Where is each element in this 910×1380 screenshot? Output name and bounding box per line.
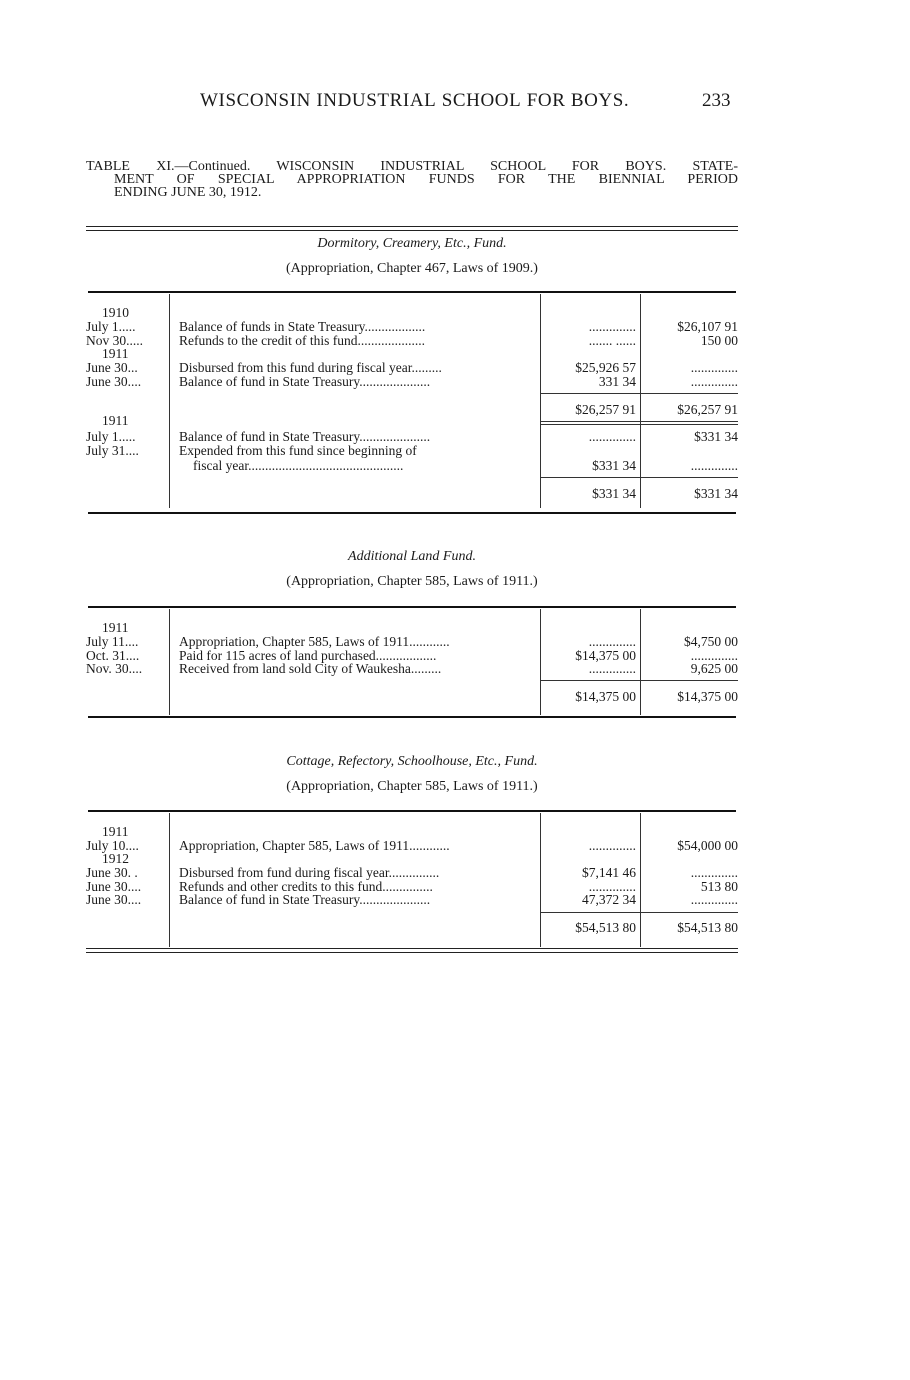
year-label: 1910 <box>102 305 129 320</box>
sum-rule <box>540 477 738 478</box>
double-rule <box>86 226 738 231</box>
table-row <box>86 347 738 361</box>
credit-cell: .............. <box>690 360 738 375</box>
total-row <box>86 921 738 935</box>
table-row <box>86 459 738 473</box>
date-cell: June 30... <box>86 361 138 375</box>
description-cell: Refunds to the credit of this fund.................... <box>179 334 425 348</box>
section-title: Cottage, Refectory, Schoolhouse, Etc., Fund. <box>286 754 538 769</box>
table-top-rule <box>88 810 736 812</box>
debit-total: $54,513 80 <box>575 920 636 935</box>
section-subtitle: (Appropriation, Chapter 467, Laws of 1909.) <box>286 261 538 276</box>
table-row <box>86 852 738 866</box>
credit-cell: 150 00 <box>700 333 738 348</box>
table-row <box>86 649 738 663</box>
debit-cell: .............. <box>588 879 636 894</box>
sum-rule <box>540 912 738 913</box>
table-row <box>86 825 738 839</box>
credit-total: $14,375 00 <box>677 689 738 704</box>
table-bottom-rule <box>88 716 736 718</box>
section-title: Additional Land Fund. <box>348 549 476 564</box>
debit-cell: .............. <box>588 429 636 444</box>
debit-cell: 47,372 34 <box>582 892 636 907</box>
debit-cell: .............. <box>588 634 636 649</box>
credit-cell: .............. <box>690 865 738 880</box>
date-cell: June 30.... <box>86 375 142 389</box>
credit-cell: $26,107 91 <box>677 319 738 334</box>
credit-cell: 513 80 <box>700 879 738 894</box>
table-row <box>86 893 738 907</box>
credit-cell: .............. <box>690 458 738 473</box>
description-cell: Appropriation, Chapter 585, Laws of 1911............ <box>179 635 450 649</box>
table-row <box>86 430 738 444</box>
caption-line: TABLE XI.—Continued. WISCONSIN INDUSTRIAL SCHOOL FOR BOYS. STATE- <box>86 159 738 174</box>
description-cell: Balance of funds in State Treasury.................. <box>179 320 426 334</box>
year-label: 1911 <box>102 346 129 361</box>
date-cell: June 30.... <box>86 893 142 907</box>
running-head: WISCONSIN INDUSTRIAL SCHOOL FOR BOYS. <box>200 90 630 111</box>
date-cell: July 10.... <box>86 839 139 853</box>
date-cell: June 30.... <box>86 880 142 894</box>
description-cell: Balance of fund in State Treasury..................... <box>179 430 431 444</box>
credit-cell: $54,000 00 <box>677 838 738 853</box>
description-cell: Paid for 115 acres of land purchased.................. <box>179 649 437 663</box>
debit-cell: ....... ...... <box>588 333 636 348</box>
table-row <box>86 334 738 348</box>
table-top-rule <box>88 606 736 608</box>
table-row <box>86 306 738 320</box>
date-cell: July 11.... <box>86 635 139 649</box>
sum-rule <box>540 680 738 681</box>
table-row <box>86 635 738 649</box>
table-row <box>86 662 738 676</box>
section-subtitle: (Appropriation, Chapter 585, Laws of 1911.) <box>286 574 538 589</box>
section-title: Dormitory, Creamery, Etc., Fund. <box>317 236 507 251</box>
double-rule <box>86 948 738 953</box>
table-row <box>86 320 738 334</box>
debit-cell: $331 34 <box>592 458 636 473</box>
debit-cell: $25,926 57 <box>575 360 636 375</box>
double-sum-rule <box>540 421 738 425</box>
description-cell: Refunds and other credits to this fund............... <box>179 880 433 894</box>
table-bottom-rule <box>88 512 736 514</box>
date-cell: July 31.... <box>86 444 139 458</box>
credit-total: $26,257 91 <box>677 402 738 417</box>
credit-cell: 9,625 00 <box>690 661 738 676</box>
credit-cell: .............. <box>690 648 738 663</box>
description-cell: Balance of fund in State Treasury..................... <box>179 375 431 389</box>
debit-total: $14,375 00 <box>575 689 636 704</box>
table-row <box>86 375 738 389</box>
date-cell: July 1..... <box>86 320 136 334</box>
description-cell: Received from land sold City of Waukesha......... <box>179 662 442 676</box>
description-cell: Balance of fund in State Treasury..................... <box>179 893 431 907</box>
credit-cell: .............. <box>690 892 738 907</box>
caption-line: ENDING JUNE 30, 1912. <box>114 185 262 200</box>
section-subtitle: (Appropriation, Chapter 585, Laws of 1911.) <box>286 779 538 794</box>
date-cell: June 30. . <box>86 866 138 880</box>
year-label: 1911 <box>102 413 129 428</box>
credit-cell: .............. <box>690 374 738 389</box>
table-row <box>86 444 738 458</box>
date-cell: July 1..... <box>86 430 136 444</box>
year-label: 1912 <box>102 851 129 866</box>
debit-cell: .............. <box>588 661 636 676</box>
debit-cell: $7,141 46 <box>582 865 636 880</box>
debit-cell: 331 34 <box>598 374 636 389</box>
credit-total: $54,513 80 <box>677 920 738 935</box>
year-label: 1911 <box>102 824 129 839</box>
description-cell: Disbursed from this fund during fiscal year......... <box>179 361 442 375</box>
total-row <box>86 690 738 704</box>
sum-rule <box>540 393 738 394</box>
table-row <box>86 866 738 880</box>
table-row <box>86 361 738 375</box>
date-cell: Nov. 30.... <box>86 662 143 676</box>
debit-cell: .............. <box>588 319 636 334</box>
caption-line: MENT OF SPECIAL APPROPRIATION FUNDS FOR THE BIENNIAL PERIOD <box>114 172 738 187</box>
date-cell: Oct. 31.... <box>86 649 140 663</box>
table-row <box>86 880 738 894</box>
table-caption <box>86 160 738 199</box>
description-cell: Appropriation, Chapter 585, Laws of 1911............ <box>179 839 450 853</box>
description-cell: Expended from this fund since beginning of <box>179 444 417 458</box>
page-number: 233 <box>702 90 731 111</box>
credit-cell: $331 34 <box>694 429 738 444</box>
debit-total: $26,257 91 <box>575 402 636 417</box>
description-cell: fiscal year.............................................. <box>193 459 404 473</box>
table-row <box>86 839 738 853</box>
table-top-rule <box>88 291 736 293</box>
debit-cell: .............. <box>588 838 636 853</box>
debit-total: $331 34 <box>592 486 636 501</box>
table-row <box>86 621 738 635</box>
debit-cell: $14,375 00 <box>575 648 636 663</box>
credit-total: $331 34 <box>694 486 738 501</box>
total-row <box>86 487 738 501</box>
description-cell: Disbursed from fund during fiscal year............... <box>179 866 440 880</box>
credit-cell: $4,750 00 <box>684 634 738 649</box>
date-cell: Nov 30..... <box>86 334 143 348</box>
year-label: 1911 <box>102 620 129 635</box>
